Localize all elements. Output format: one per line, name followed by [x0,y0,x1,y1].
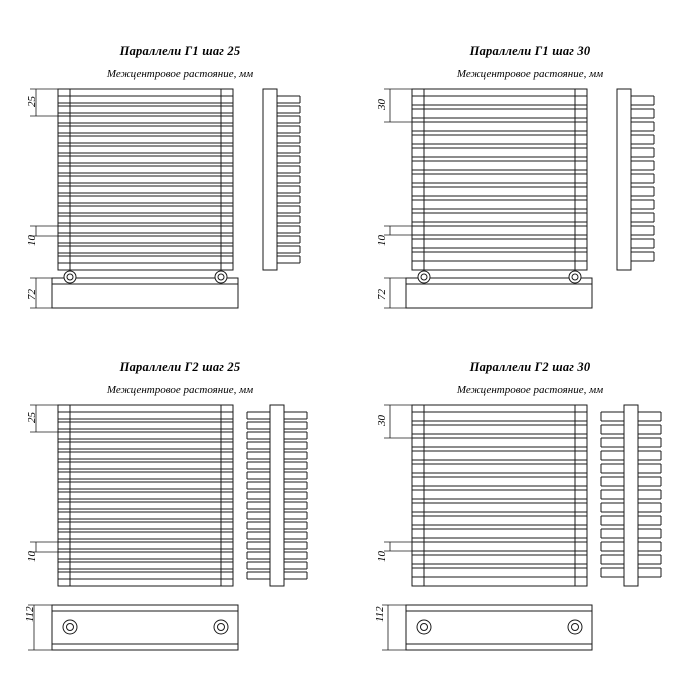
dimension-mid: 10 [26,551,38,562]
dimension-bottom: 112 [374,606,386,622]
dimension-top: 30 [376,415,388,426]
figure-title: Параллели Г1 шаг 30 [469,44,591,58]
figure-g1-step30 [350,0,700,350]
dimension-mid: 10 [26,235,38,246]
figure-title: Параллели Г2 шаг 25 [119,360,241,374]
figure-subtitle: Межцентровое растояние, мм [106,68,254,80]
figure-g2-step25 [0,350,350,700]
figure-title: Параллели Г2 шаг 30 [469,360,591,374]
figure-g1-step25 [0,0,350,350]
figure-subtitle: Межцентровое растояние, мм [106,384,254,396]
dimension-top: 30 [376,99,388,110]
dimension-bottom: 72 [376,289,388,300]
dimension-bottom: 112 [24,606,36,622]
figure-g2-step30-drawing [350,350,700,700]
dimension-top: 25 [26,96,38,107]
dimension-top: 25 [26,412,38,423]
dimension-mid: 10 [376,551,388,562]
figure-g2-step30 [350,350,700,700]
figure-subtitle: Межцентровое растояние, мм [456,384,604,396]
dimension-mid: 10 [376,235,388,246]
figure-title: Параллели Г1 шаг 25 [119,44,241,58]
figure-g2-step25-drawing [0,350,350,700]
figure-subtitle: Межцентровое растояние, мм [456,68,604,80]
figure-g1-step25-drawing [0,0,350,350]
dimension-bottom: 72 [26,289,38,300]
figure-g1-step30-drawing [350,0,700,350]
